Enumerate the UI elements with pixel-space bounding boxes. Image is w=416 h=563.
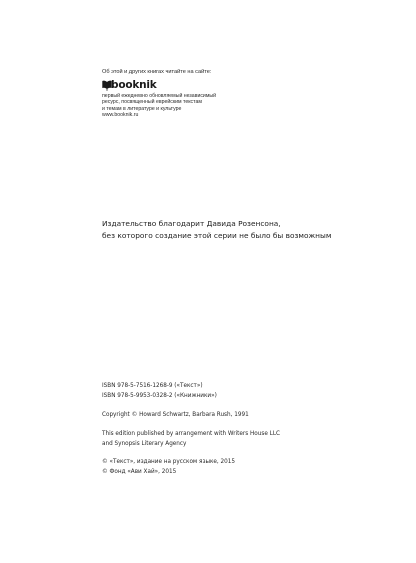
edition-line: This edition published by arrangement with Writers House LLC xyxy=(102,431,280,437)
booknik-description-line: и темам в литературе и культуре xyxy=(102,105,182,112)
isbn-line: ISBN 978-5-7516-1268-9 («Текст») xyxy=(102,383,203,389)
booknik-logo xyxy=(102,79,332,93)
booknik-url: www.booknik.ru xyxy=(102,111,139,118)
copyright-line: Copyright © Howard Schwartz, Barbara Rush, 1991 xyxy=(102,412,249,418)
booknik-description-line: ресурс, посвященный еврейским текстам xyxy=(102,99,202,106)
acknowledgement-line: без которого создание этой серии не было бы возможным xyxy=(102,231,332,240)
rights-line: © «Текст», издание на русском языке, 2015 xyxy=(102,459,235,465)
edition-group xyxy=(102,429,280,449)
rights-line: © Фонд «Ави Хай», 2015 xyxy=(102,469,177,475)
acknowledgement-line: Издательство благодарит Давида Розенсона, xyxy=(102,219,281,228)
edition-line: and Synopsis Literary Agency xyxy=(102,441,187,447)
copyright-group xyxy=(102,410,280,420)
acknowledgement xyxy=(102,218,331,242)
booknik-intro: Об этой и других книгах читайте на сайте: xyxy=(102,69,212,75)
booknik-description-line: первый ежедневно обновляемый независимый xyxy=(102,93,217,99)
booknik-ad-block xyxy=(102,69,332,118)
isbn-group xyxy=(102,381,280,401)
booknik-logo-text: booknik xyxy=(111,79,157,91)
isbn-line: ISBN 978-5-9953-0328-2 («Книжники») xyxy=(102,393,217,399)
imprint-block xyxy=(102,381,280,477)
rights-group xyxy=(102,457,280,477)
